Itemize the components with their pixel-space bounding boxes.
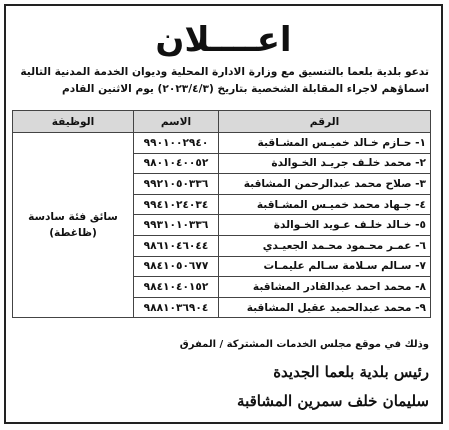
table-row xyxy=(13,133,431,154)
announcement-frame xyxy=(4,4,443,424)
candidate-name: ٩- محمد عبدالحميد عقيل المشاقبة xyxy=(219,297,431,318)
candidate-name: ٧- سـالم سـلامة سـالم عليمـات xyxy=(219,256,431,277)
candidate-number: ٩٨٨١٠٣٦٩٠٤ xyxy=(134,297,219,318)
header-number: الاسم xyxy=(134,111,219,133)
job-title: سائق فئة سادسة (ظاغطة) xyxy=(13,133,134,318)
candidate-name: ١- حـازم خـالد خميـس المشـاقبة xyxy=(219,133,431,154)
signature-title: رئيس بلدية بلعما الجديدة xyxy=(273,363,429,381)
candidate-name: ٣- صلاح محمد عبدالرحمن المشاقبة xyxy=(219,174,431,195)
candidate-number: ٩٩٠١٠٠٢٩٤٠ xyxy=(134,133,219,154)
candidates-table xyxy=(12,110,431,318)
candidate-name: ٦- عمـر محـمود محـمد الجعيـدي xyxy=(219,235,431,256)
location-note: وذلك في موقع مجلس الخدمات المشتركة / المفرق xyxy=(179,339,429,350)
candidate-name: ٨- محمد احمد عبدالقادر المشاقبة xyxy=(219,277,431,298)
announcement-title: اعــــلان xyxy=(155,20,292,60)
candidate-name: ٤- جـهاد محمد خميـس المشـاقبة xyxy=(219,194,431,215)
candidate-number: ٩٨٠١٠٤٠٠٥٢ xyxy=(134,153,219,174)
candidate-name: ٥- خـالد خلـف عـويد الخـوالدة xyxy=(219,215,431,236)
candidate-number: ٩٨٤١٠٥٠٦٧٧ xyxy=(134,256,219,277)
header-name: الرقم xyxy=(219,111,431,133)
candidate-number: ٩٩٢١٠٥٠٣٣٦ xyxy=(134,174,219,195)
header-job: الوظيفة xyxy=(13,111,134,133)
table-header-row xyxy=(13,111,431,133)
announcement-intro: تدعو بلدية بلعما بالتنسيق مع وزارة الادارة المحلية وديوان الخدمة المدنية التالية اسماؤهم لاجراء المقابلة الشخصية بتاريخ (٢٠٢٣/٤/٣) يوم الاثنين القادم xyxy=(20,66,429,95)
candidate-number: ٩٨٤١٠٤٠١٥٢ xyxy=(134,277,219,298)
signature-name: سليمان خلف سمرين المشاقبة xyxy=(237,392,429,410)
candidate-number: ٩٩٤١٠٢٤٠٣٤ xyxy=(134,194,219,215)
candidate-number: ٩٩٣١٠١٠٣٣٦ xyxy=(134,215,219,236)
candidate-name: ٢- محمد خلـف جريـد الخـوالدة xyxy=(219,153,431,174)
candidate-number: ٩٨٦١٠٤٦٠٤٤ xyxy=(134,235,219,256)
